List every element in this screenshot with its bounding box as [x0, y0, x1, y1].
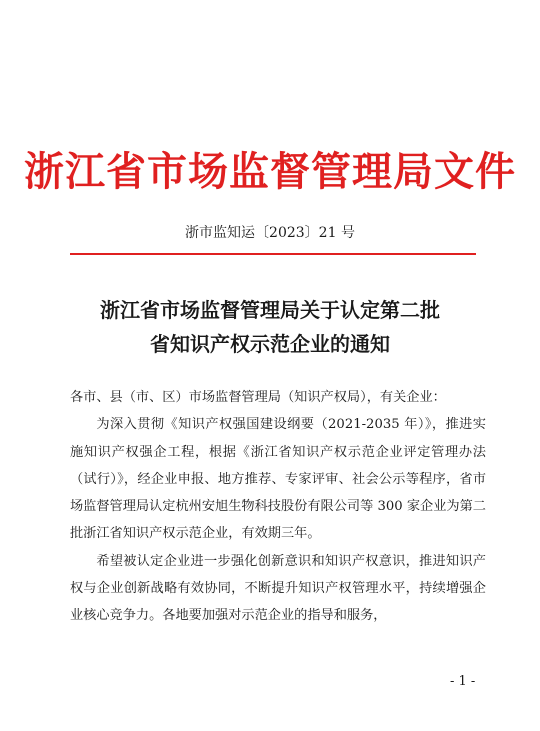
page-number: - 1 -	[450, 674, 476, 689]
document-title-line-2: 省知识产权示范企业的通知	[150, 332, 390, 356]
body-paragraph-2: 希望被认定企业进一步强化创新意识和知识产权意识，推进知识产权与企业创新战略有效协同，不断提升知识产权管理水平，持续增强企业核心竞争力。各地要加强对示范企业的指导和服务，	[70, 553, 486, 624]
body-paragraph-1: 为深入贯彻《知识产权强国建设纲要（2021-2035 年）》，推进实施知识产权强企工程，根据《浙江省知识产权示范企业评定管理办法（试行）》，经企业申报、地方推荐、专家评审、社会公示等程序，省市场监督管理局认定杭州安旭生物科技股份有限公司等 300 家企业为第二批浙江省知识产权示范企业，有效期三年。	[70, 417, 486, 542]
issuing-authority-header: 浙江省市场监督管理局文件	[24, 148, 516, 195]
document-body	[70, 384, 486, 630]
document-title-line-1: 浙江省市场监督管理局关于认定第二批	[100, 298, 440, 322]
document-title	[0, 293, 540, 361]
red-separator-line	[70, 253, 476, 255]
document-number: 浙市监知运〔2023〕21 号	[185, 225, 355, 241]
salutation: 各市、县（市、区）市场监督管理局（知识产权局），有关企业：	[70, 390, 446, 405]
